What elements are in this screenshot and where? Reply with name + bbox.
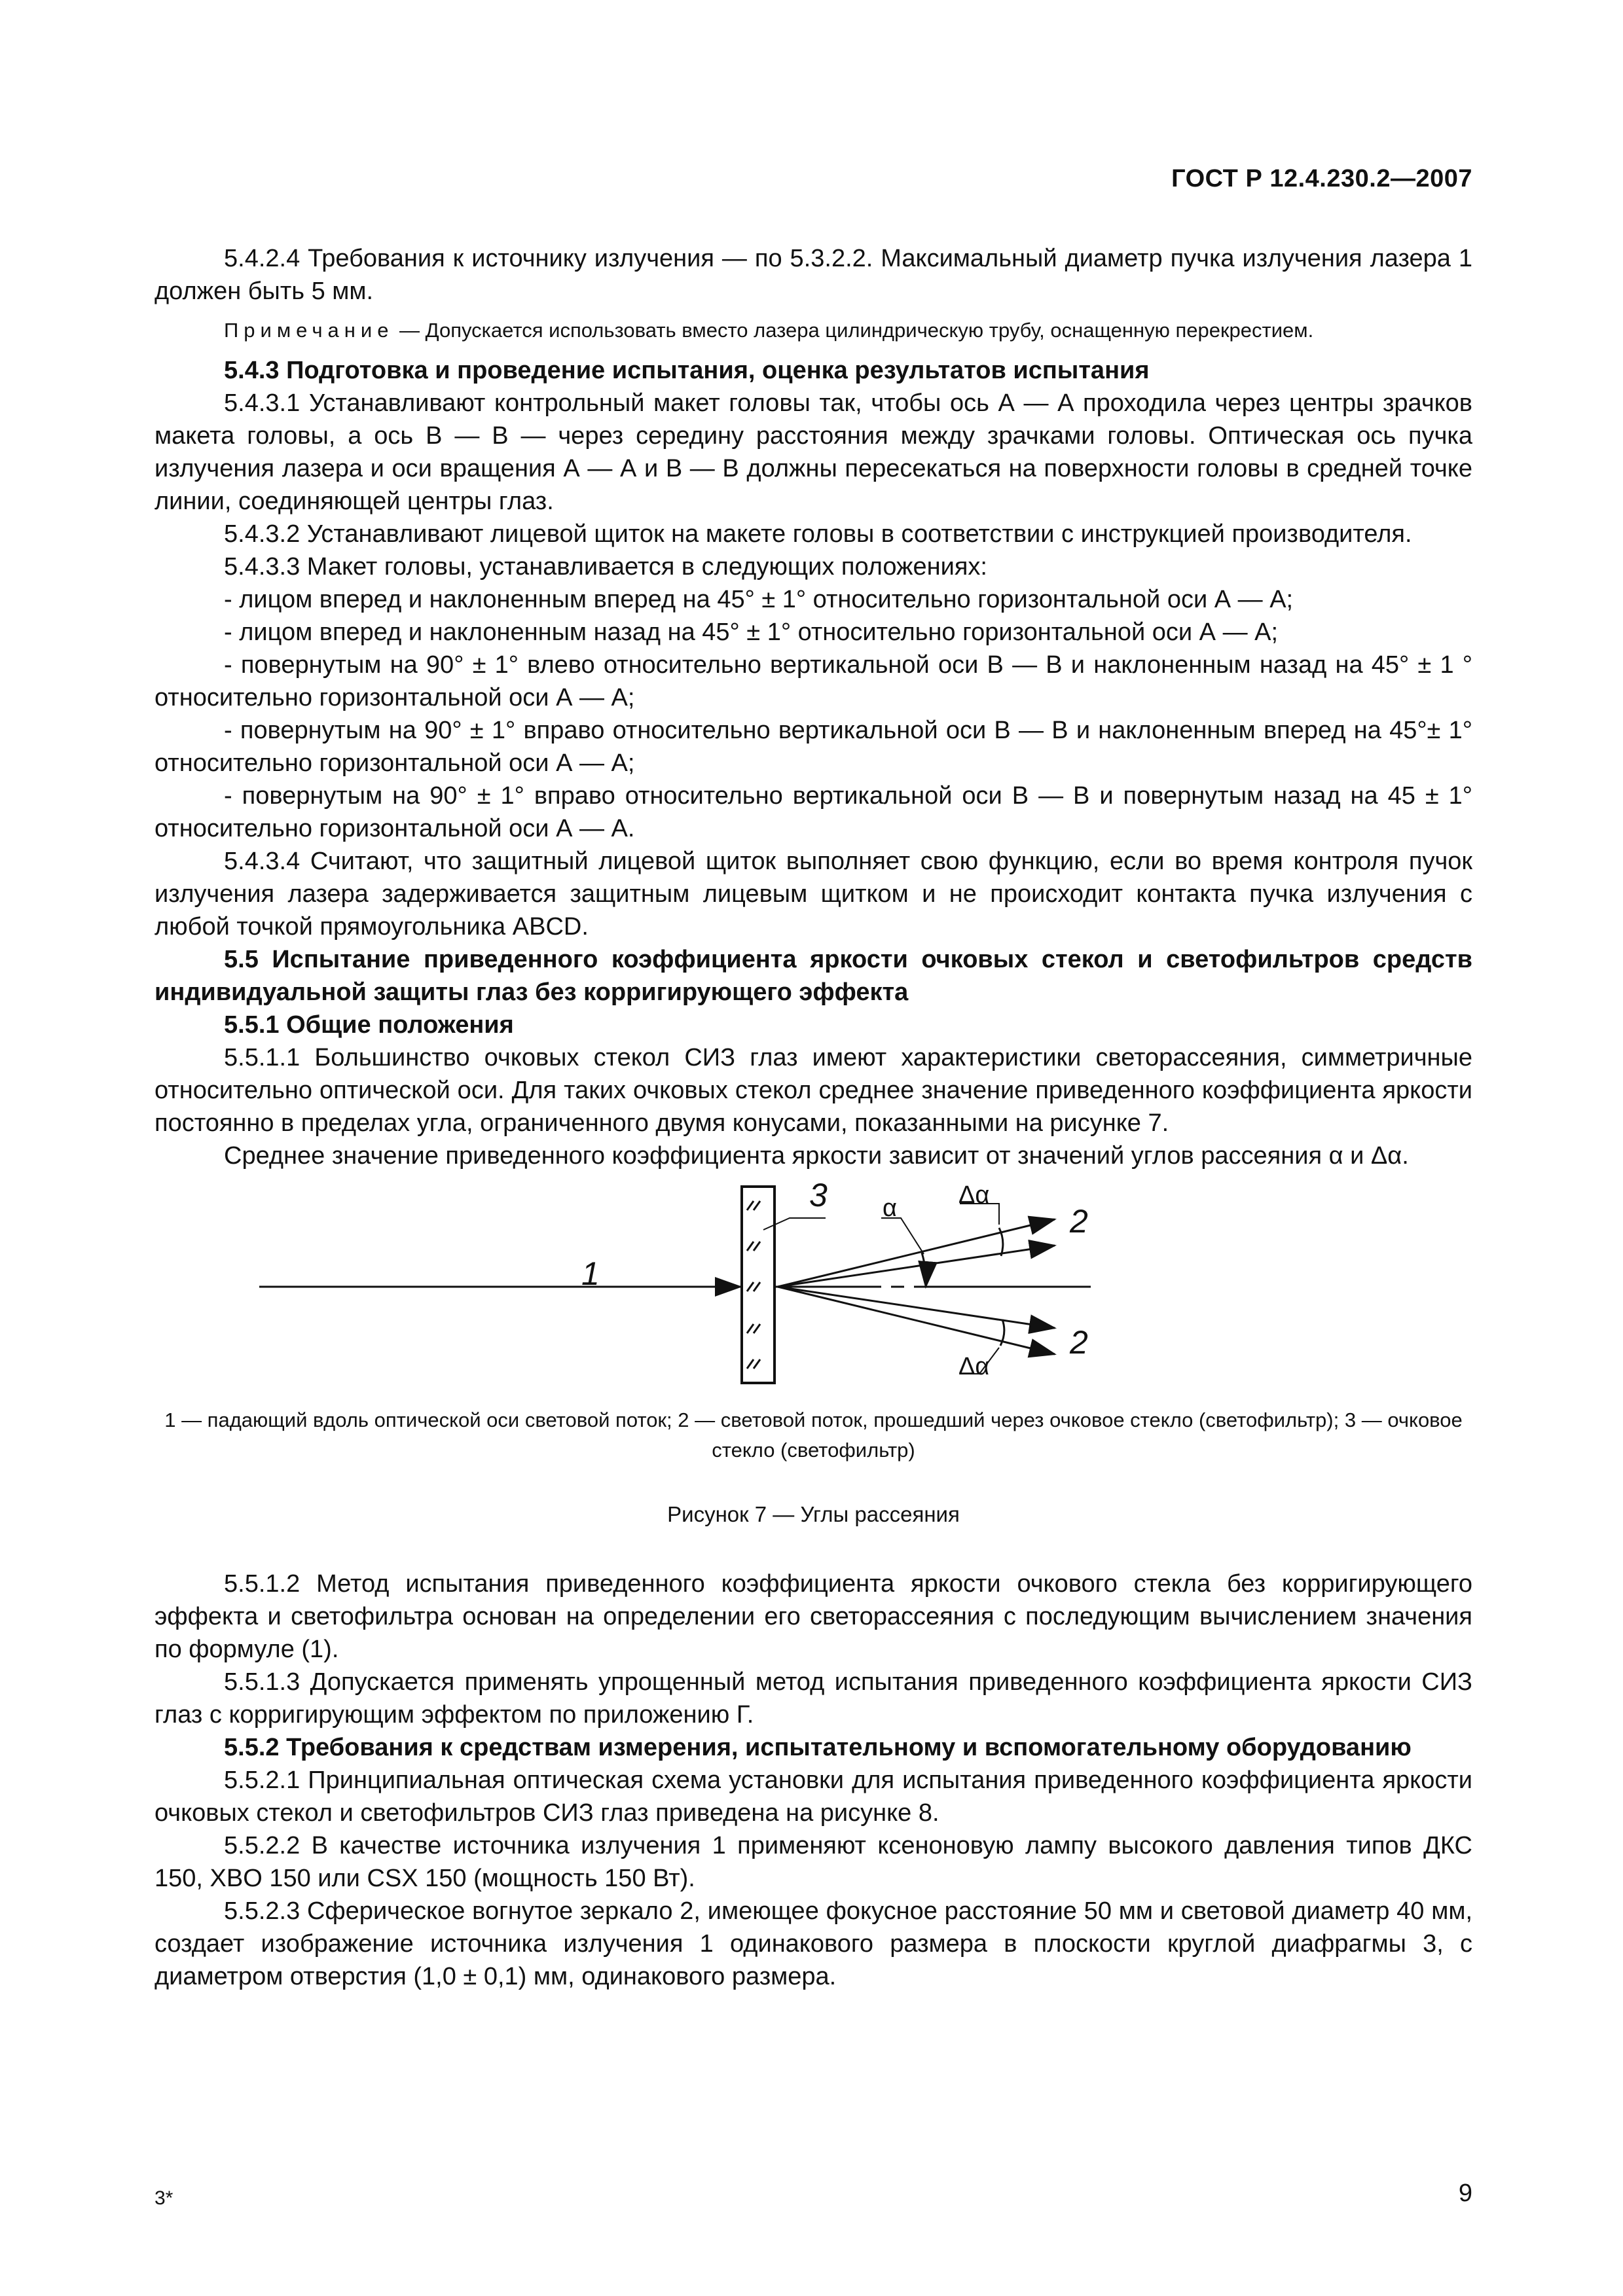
paragraph-5-5-2-3: 5.5.2.3 Сферическое вогнутое зеркало 2, имеющее фокусное расстояние 50 мм и световой диаметр 40 мм, создает изображение источника излучения 1 одинакового размера в плоскости круглой диафрагмы 3, с диаметром отверстия (1,0 ± 0,1) мм, одинакового размера. xyxy=(155,1897,1472,1990)
list-item-1: - лицом вперед и наклоненным вперед на 45° ± 1° относительно горизонтальной оси А — А; xyxy=(224,586,1294,613)
label-delta-alpha-top: Δα xyxy=(958,1181,990,1209)
heading-5-5-2: 5.5.2 Требования к средствам измерения, испытательному и вспомогательному оборудованию xyxy=(224,1734,1412,1761)
heading-5-5: 5.5 Испытание приведенного коэффициента яркости очковых стекол и светофильтров средств индивидуальной защиты глаз без корригирующего эффекта xyxy=(155,946,1472,1006)
paragraph-5-5-2-1: 5.5.2.1 Принципиальная оптическая схема установки для испытания приведенного коэффициента яркости очковых стекол и светофильтров СИЗ глаз приведена на рисунке 8. xyxy=(155,1767,1472,1827)
paragraph-5-4-2-4: 5.4.2.4 Требования к источнику излучения — по 5.3.2.2. Максимальный диаметр пучка излучения лазера 1 должен быть 5 мм. xyxy=(155,245,1472,305)
page-content xyxy=(155,242,1472,1993)
glass-hatching xyxy=(747,1201,760,1369)
paragraph-5-5-1-2: 5.5.1.2 Метод испытания приведенного коэффициента яркости очкового стекла без корригирующего эффекта и светофильтра основан на определении его светорассеяния с последующим вычислением значения по формуле (1). xyxy=(155,1570,1472,1663)
label-alpha: α xyxy=(883,1194,897,1222)
note-text: — Допускается использовать вместо лазера цилиндрическую трубу, оснащенную перекрестием. xyxy=(393,319,1314,342)
paragraph-5-5-1-1: 5.5.1.1 Большинство очковых стекол СИЗ глаз имеют характеристики светорассеяния, симметричные относительно оптической оси. Для таких очковых стекол среднее значение приведенного коэффициента яркости постоянно в пределах угла, ограниченного двумя конусами, показанными на рисунке 7. xyxy=(155,1044,1472,1137)
page-number: 9 xyxy=(1458,2179,1472,2207)
paragraph-5-4-3-1: 5.4.3.1 Устанавливают контрольный макет головы так, чтобы ось А — А проходила через центры зрачков макета головы, а ось В — В — через середину расстояния между зрачками головы. Оптическая ось пучка излучения лазера и оси вращения А — А и В — В должны пересекаться на поверхности головы в средней точке линии, соединяющей центры глаз. xyxy=(155,389,1472,515)
note xyxy=(155,315,1472,345)
label-transmitted-top: 2 xyxy=(1070,1203,1088,1240)
figure-7-scattering-angles xyxy=(155,1179,1472,1388)
paragraph-5-4-3-3: 5.4.3.3 Макет головы, устанавливается в следующих положениях: xyxy=(224,553,987,581)
label-glass: 3 xyxy=(809,1177,828,1213)
paragraph-5-5-1-3: 5.5.1.3 Допускается применять упрощенный метод испытания приведенного коэффициента яркости СИЗ глаз с корригирующим эффектом по приложению Г. xyxy=(155,1668,1472,1729)
heading-5-4-3: 5.4.3 Подготовка и проведение испытания, оценка результатов испытания xyxy=(224,357,1150,384)
footer-sheet-mark: 3* xyxy=(155,2187,173,2209)
list-item-5: - повернутым на 90° ± 1° вправо относительно вертикальной оси В — В и повернутым назад на 45 ± 1° относительно горизонтальной оси А — А. xyxy=(155,782,1472,842)
document-code-header: ГОСТ Р 12.4.230.2—2007 xyxy=(1171,165,1472,192)
paragraph-mean-value: Среднее значение приведенного коэффициента яркости зависит от значений углов рассеяния α и Δα. xyxy=(224,1142,1409,1170)
label-incident: 1 xyxy=(581,1255,600,1292)
list-item-4: - повернутым на 90° ± 1° вправо относительно вертикальной оси В — В и наклоненным вперед на 45°± 1° относительно горизонтальной оси А — А; xyxy=(155,717,1472,777)
list-item-3: - повернутым на 90° ± 1° влево относительно вертикальной оси В — В и наклоненным назад на 45° ± 1 ° относительно горизонтальной оси А — А; xyxy=(155,651,1472,711)
paragraph-5-4-3-2: 5.4.3.2 Устанавливают лицевой щиток на макете головы в соответствии с инструкцией производителя. xyxy=(224,520,1412,548)
note-label: Примечание xyxy=(224,319,394,342)
figure-caption: 1 — падающий вдоль оптической оси световой поток; 2 — световой поток, прошедший через очковое стекло (светофильтр); 3 — очковое стекло (светофильтр) xyxy=(164,1408,1463,1462)
paragraph-5-5-2-2: 5.5.2.2 В качестве источника излучения 1 применяют ксеноновую лампу высокого давления типов ДКС 150, XBO 150 или CSX 150 (мощность 150 Вт). xyxy=(155,1832,1472,1892)
figure-title: Рисунок 7 — Углы рассеяния xyxy=(667,1502,960,1526)
paragraph-5-4-3-4: 5.4.3.4 Считают, что защитный лицевой щиток выполняет свою функцию, если во время контроля пучок излучения лазера задерживается защитным лицевым щитком и не происходит контакта пучка излучения с любой точкой прямоугольника ABCD. xyxy=(155,848,1472,941)
alpha-arc xyxy=(922,1253,926,1287)
list-item-2: - лицом вперед и наклоненным назад на 45° ± 1° относительно горизонтальной оси А — А; xyxy=(224,619,1279,646)
label-delta-alpha-bottom: Δα xyxy=(958,1353,990,1380)
heading-5-5-1: 5.5.1 Общие положения xyxy=(224,1011,514,1039)
label-transmitted-bottom: 2 xyxy=(1070,1324,1088,1361)
